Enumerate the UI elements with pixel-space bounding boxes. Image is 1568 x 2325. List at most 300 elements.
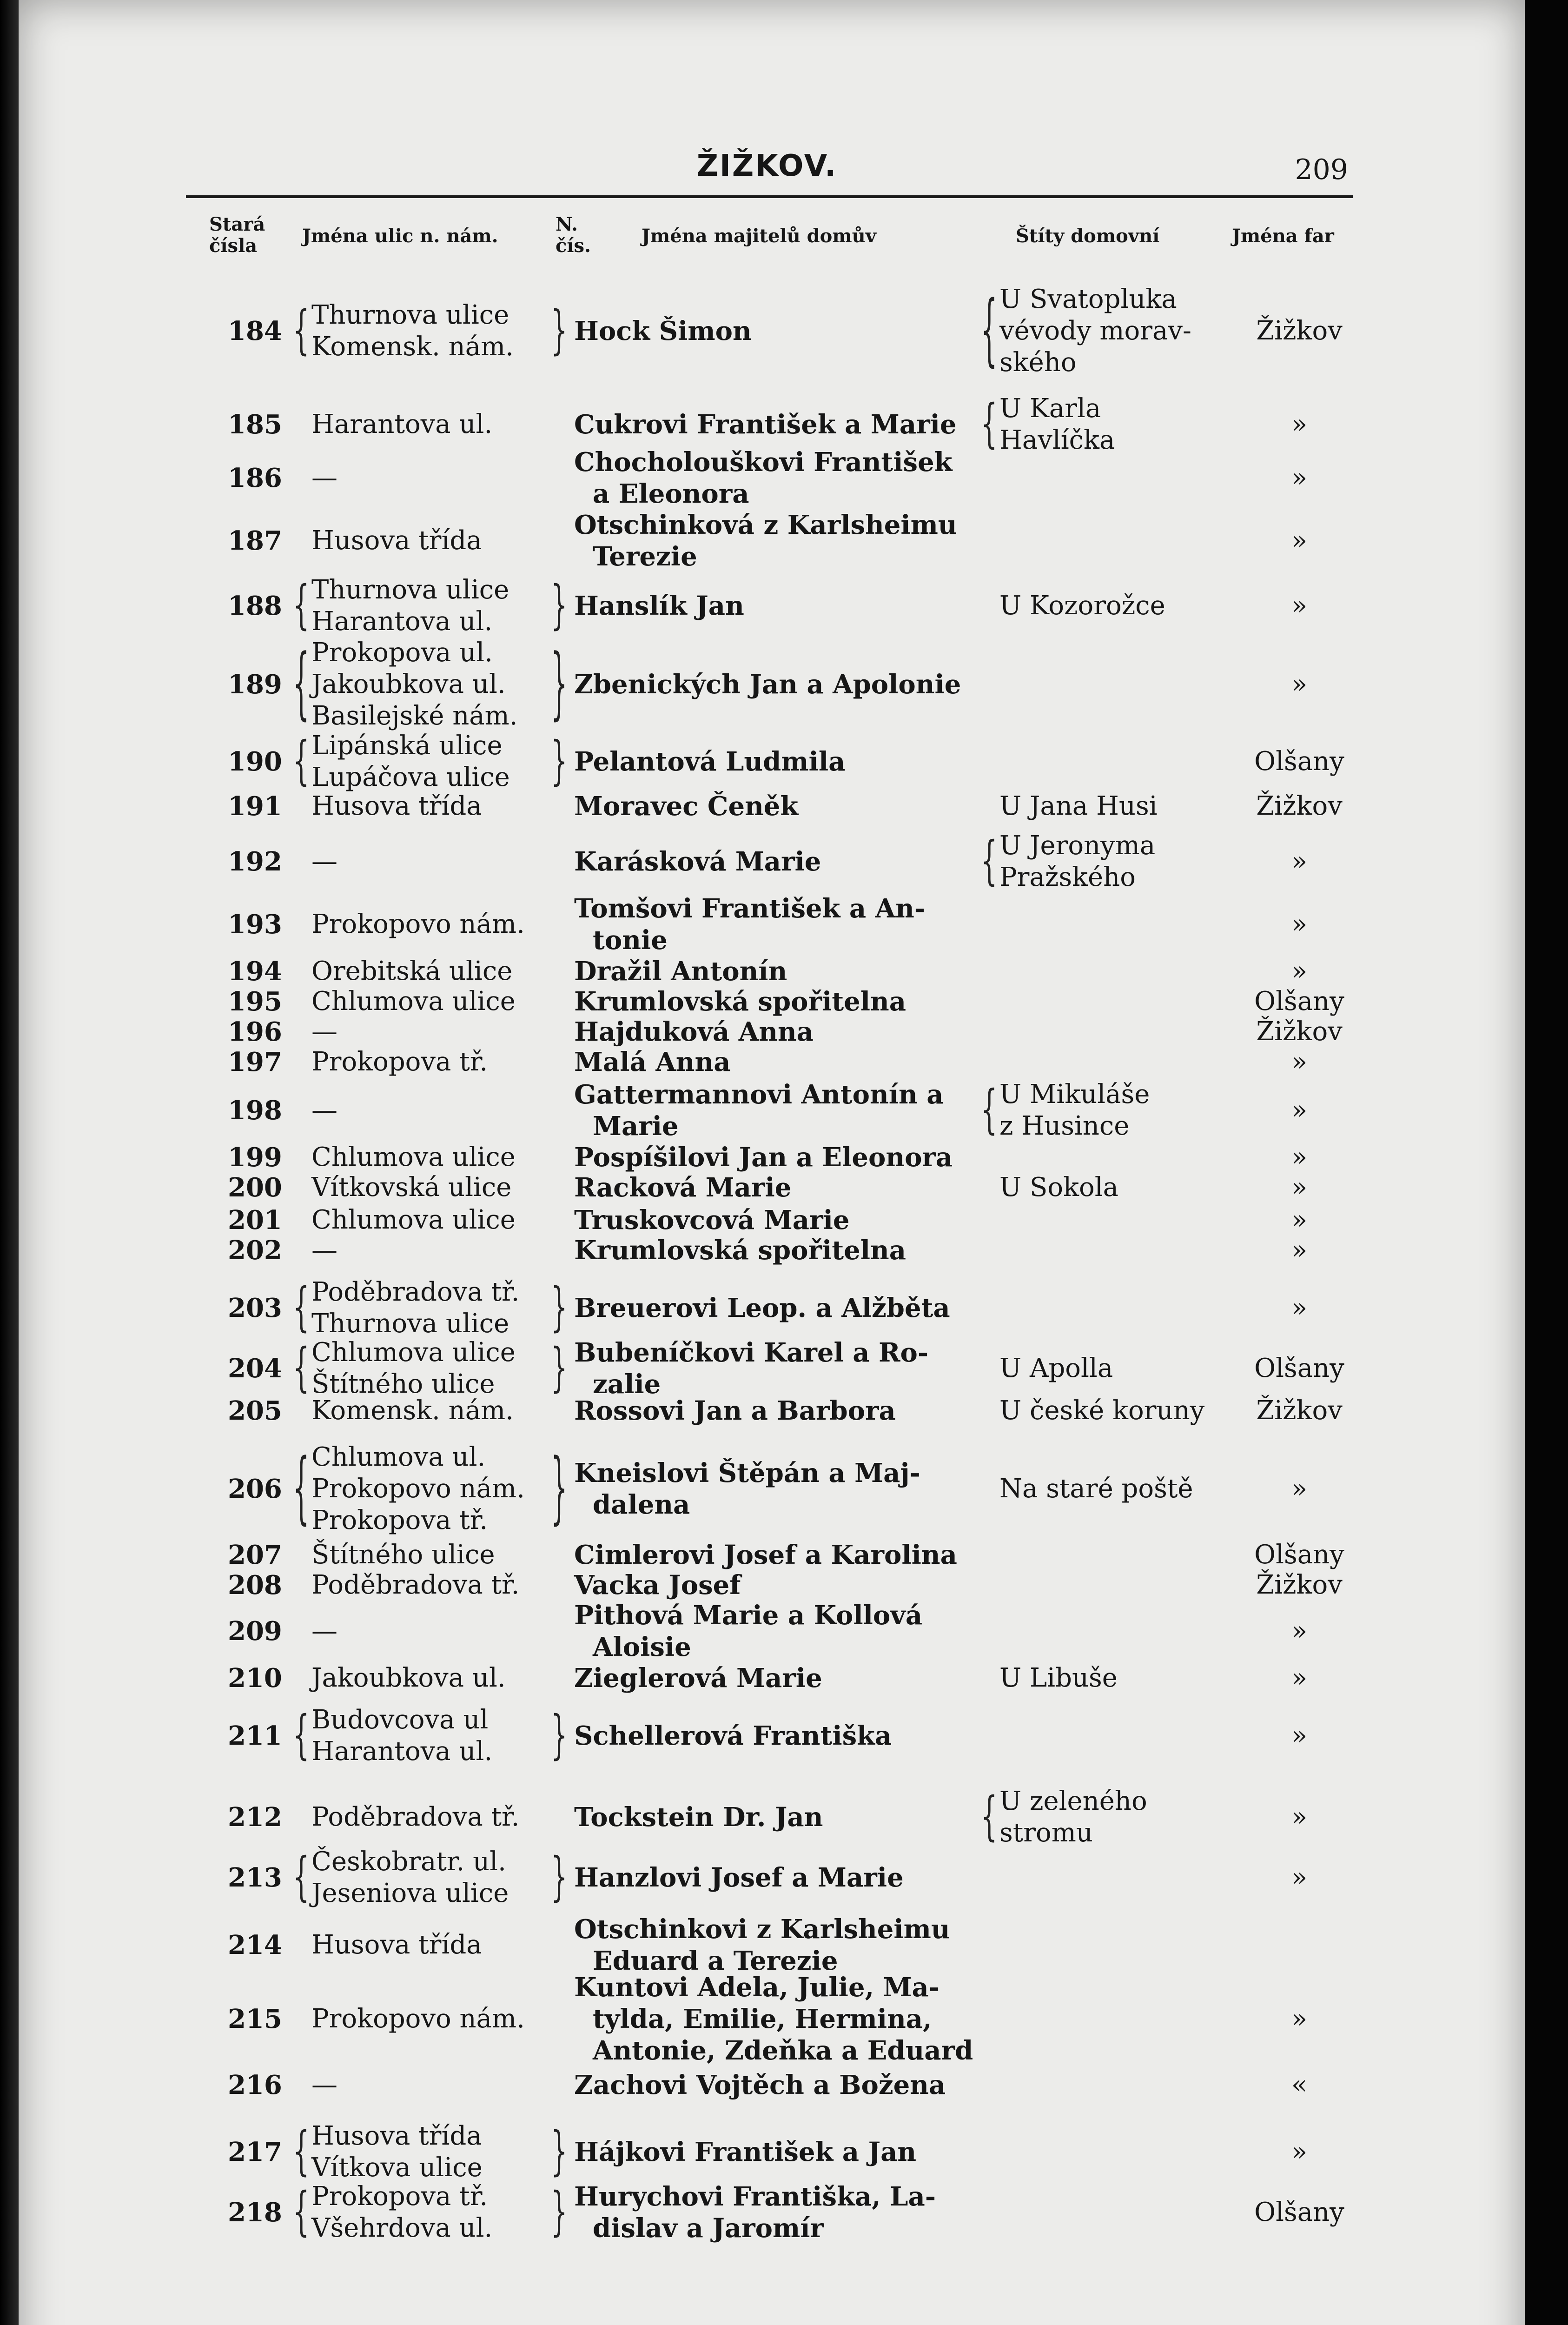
brace-left: { <box>293 731 310 791</box>
old-number: 186 <box>228 463 282 493</box>
old-number: 197 <box>228 1047 282 1077</box>
owner-line: Karásková Marie <box>574 846 821 877</box>
owner-line: Pithová Marie a Kollová <box>574 1600 923 1631</box>
owner-line: Kneislovi Štěpán a Maj- <box>574 1458 920 1488</box>
owner-names <box>574 1600 922 1663</box>
street-names <box>311 1395 514 1427</box>
parish-name: » <box>1291 1720 1308 1751</box>
owner-line: Kuntovi Adela, Julie, Ma- <box>574 1972 940 2003</box>
parish-name: Žižkov <box>1256 1570 1343 1600</box>
sign-brace: { <box>981 285 998 376</box>
street-names <box>311 1016 337 1048</box>
col-head-owners: Jména majitelů domův <box>642 225 876 247</box>
parish-name: » <box>1291 1293 1308 1323</box>
street-names <box>311 409 492 440</box>
house-sign-line: U Jana Husi <box>999 791 1158 821</box>
brace-right: } <box>551 2182 568 2242</box>
brace-right: } <box>551 1705 568 1766</box>
owner-line: dalena <box>593 1489 690 1520</box>
street-name: Jakoubkova ul. <box>311 1663 506 1693</box>
street-name: Štítného ulice <box>311 1540 495 1570</box>
old-number: 193 <box>228 909 282 940</box>
owner-line: Pelantová Ludmila <box>574 746 846 777</box>
street-name: Lupáčova ulice <box>311 762 510 792</box>
parish-name: Žižkov <box>1256 1395 1343 1426</box>
parish-name: » <box>1291 1095 1308 1125</box>
house-sign-line: vévody morav- <box>999 316 1191 346</box>
street-name: — <box>311 846 337 877</box>
street-names <box>311 790 482 822</box>
house-sign-line: U Apolla <box>999 1353 1113 1383</box>
owner-line: Hanslík Jan <box>574 591 744 621</box>
owner-line: Gattermannovi Antonín a <box>574 1079 944 1110</box>
sign-brace: { <box>981 1787 998 1847</box>
street-name: Prokopovo nám. <box>311 2004 525 2034</box>
old-number: 209 <box>228 1616 282 1647</box>
street-name: Chlumova ulice <box>311 1142 516 1172</box>
street-name: — <box>311 1235 337 1265</box>
owner-names <box>574 1079 943 1142</box>
owner-names <box>574 1972 973 2066</box>
street-names <box>311 2003 525 2035</box>
street-name: — <box>311 1095 337 1125</box>
old-number: 215 <box>228 2004 282 2034</box>
house-sign <box>999 830 1155 893</box>
street-names <box>311 525 482 557</box>
owner-line: Terezie <box>593 541 697 572</box>
owner-names <box>574 746 845 777</box>
old-number: 203 <box>228 1293 282 1323</box>
owner-names <box>574 1337 928 1400</box>
old-number: 204 <box>228 1353 282 1384</box>
street-name: Komensk. nám. <box>311 332 514 362</box>
parish-name: Žižkov <box>1256 791 1343 821</box>
street-name: Komensk. nám. <box>311 1395 514 1426</box>
street-names <box>311 1337 516 1400</box>
house-sign-line: U Mikuláše <box>999 1079 1150 1109</box>
owner-names <box>574 1142 953 1173</box>
street-name: Thurnova ulice <box>311 1309 509 1339</box>
old-number: 206 <box>228 1474 282 1504</box>
street-name: Harantova ul. <box>311 606 493 637</box>
brace-right: } <box>551 1443 568 1534</box>
old-number: 185 <box>228 409 282 440</box>
street-name: Prokopova ul. <box>311 638 493 668</box>
owner-line: Marie <box>593 1111 679 1142</box>
page-edge-shadow <box>0 0 19 2325</box>
street-name: — <box>311 1016 337 1047</box>
brace-right: } <box>551 731 568 791</box>
brace-left: { <box>293 1443 310 1534</box>
street-name: Prokopova tř. <box>311 1047 488 1077</box>
page-title: ŽIŽKOV. <box>696 149 838 183</box>
street-names <box>311 2120 483 2184</box>
street-name: Všehrdova ul. <box>311 2213 493 2243</box>
street-names <box>311 1235 337 1266</box>
owner-names <box>574 409 957 440</box>
col-head-parishes: Jména far <box>1232 225 1334 247</box>
old-number: 184 <box>228 316 282 346</box>
page-number: 209 <box>1295 153 1348 186</box>
owner-names <box>574 446 953 510</box>
owner-names <box>574 1862 904 1893</box>
owner-names <box>574 1457 920 1521</box>
street-name: Harantova ul. <box>311 409 493 439</box>
street-name: Thurnova ulice <box>311 575 509 605</box>
owner-names <box>574 1720 892 1752</box>
parish-name: » <box>1291 463 1308 493</box>
old-number: 218 <box>228 2197 282 2228</box>
street-name: Jakoubkova ul. <box>311 669 506 699</box>
house-sign-line: stromu <box>999 1818 1093 1848</box>
parish-name: » <box>1291 846 1308 877</box>
house-sign-line: U Libuše <box>999 1663 1118 1693</box>
col-head-new-numbers-2: čís. <box>556 235 591 257</box>
owner-line: Vacka Josef <box>574 1570 741 1601</box>
owner-line: Cimlerovi Josef a Karolina <box>574 1540 957 1570</box>
owner-line: Hajduková Anna <box>574 1016 814 1047</box>
street-names <box>311 1046 488 1078</box>
street-name: Prokopova tř. <box>311 2181 488 2212</box>
parish-name: » <box>1291 1142 1308 1172</box>
street-names <box>311 730 510 793</box>
owner-names <box>574 2069 946 2101</box>
owner-line: Malá Anna <box>574 1047 731 1077</box>
sign-brace: { <box>981 394 998 454</box>
owner-line: Moravec Čeněk <box>574 791 799 822</box>
street-names <box>311 1442 525 1536</box>
owner-line: Krumlovská spořitelna <box>574 986 906 1017</box>
house-sign-line: U české koruny <box>999 1395 1205 1426</box>
owner-line: Tockstein Dr. Jan <box>574 1802 823 1833</box>
parish-name: Žižkov <box>1256 316 1343 346</box>
brace-left: { <box>293 1705 310 1766</box>
header-rule <box>186 195 1353 198</box>
brace-left: { <box>293 1847 310 1907</box>
street-name: Chlumova ul. <box>311 1442 486 1472</box>
owner-line: Chocholouškovi František <box>574 447 953 478</box>
street-name: Štítného ulice <box>311 1369 495 1399</box>
street-name: Vítkova ulice <box>311 2152 483 2183</box>
old-number: 207 <box>228 1540 282 1570</box>
parish-name: » <box>1291 1862 1308 1893</box>
owner-names <box>574 315 752 347</box>
brace-left: { <box>293 300 310 361</box>
owner-line: Zachovi Vojtěch a Božena <box>574 2070 946 2100</box>
old-number: 201 <box>228 1205 282 1236</box>
parish-name: » <box>1291 1205 1308 1235</box>
house-sign-line: ského <box>999 347 1077 378</box>
owner-line: Tomšovi František a An- <box>574 893 926 924</box>
street-names <box>311 1929 482 1961</box>
street-name: Thurnova ulice <box>311 300 509 330</box>
brace-right: } <box>551 2121 568 2182</box>
house-sign-line: U Sokola <box>999 1172 1119 1202</box>
owner-line: Schellerová Františka <box>574 1720 892 1751</box>
old-number: 200 <box>228 1172 282 1203</box>
brace-left: { <box>293 638 310 729</box>
brace-right: } <box>551 638 568 729</box>
street-names <box>311 1204 516 1236</box>
street-name: Budovcova ul <box>311 1705 489 1735</box>
owner-line: Hanzlovi Josef a Marie <box>574 1862 904 1893</box>
house-sign-line: Pražského <box>999 862 1136 892</box>
street-name: Poděbradova tř. <box>311 1802 520 1832</box>
street-name: Basilejské nám. <box>311 701 518 731</box>
scan-background-band <box>1525 0 1568 2325</box>
owner-line: Otschinková z Karlsheimu <box>574 510 957 540</box>
col-head-old-numbers-1: Stará <box>209 213 265 235</box>
brace-right: } <box>551 300 568 361</box>
owner-names <box>574 1016 814 1048</box>
col-head-old-numbers-2: čísla <box>209 235 258 257</box>
owner-names <box>574 1801 823 1833</box>
owner-names <box>574 790 798 822</box>
house-sign <box>999 284 1191 379</box>
parish-name: Olšany <box>1254 1540 1344 1570</box>
street-names <box>311 1095 337 1126</box>
street-name: Husova třída <box>311 791 482 821</box>
parish-name: » <box>1291 1235 1308 1265</box>
street-names <box>311 2069 337 2101</box>
street-names <box>311 909 525 940</box>
street-names <box>311 986 516 1017</box>
street-name: Prokopova tř. <box>311 1505 488 1535</box>
street-names <box>311 1704 492 1767</box>
parish-name: Olšany <box>1254 1353 1344 1383</box>
parish-name: » <box>1291 909 1308 939</box>
col-head-signs: Štíty domovní <box>1016 225 1160 247</box>
owner-line: Krumlovská spořitelna <box>574 1235 906 1266</box>
brace-left: { <box>293 1277 310 1338</box>
owner-line: Antonie, Zdeňka a Eduard <box>593 2035 973 2066</box>
owner-names <box>574 1172 791 1203</box>
owner-names <box>574 2181 936 2244</box>
old-number: 202 <box>228 1235 282 1266</box>
brace-right: } <box>551 1338 568 1398</box>
owner-line: Hock Šimon <box>574 316 752 346</box>
house-sign-line: U Jeronyma <box>999 830 1156 861</box>
house-sign-line: U Karla <box>999 393 1101 424</box>
owner-names <box>574 1662 822 1694</box>
owner-names <box>574 1204 849 1236</box>
owner-line: Truskovcová Marie <box>574 1205 850 1236</box>
parish-name: » <box>1291 1802 1308 1832</box>
owner-names <box>574 1395 896 1427</box>
old-number: 213 <box>228 1862 282 1893</box>
col-head-new-numbers-1: N. <box>556 213 578 235</box>
parish-name: » <box>1291 1663 1308 1693</box>
parish-name: Žižkov <box>1256 1016 1343 1047</box>
street-name: Jeseniova ulice <box>311 1878 509 1908</box>
street-name: Husova třída <box>311 2121 482 2151</box>
old-number: 190 <box>228 746 282 777</box>
owner-line: tylda, Emilie, Hermina, <box>593 2004 932 2034</box>
owner-line: Bubeníčkovi Karel a Ro- <box>574 1337 929 1368</box>
street-names <box>311 1172 511 1203</box>
old-number: 187 <box>228 525 282 556</box>
owner-line: Breuerovi Leop. a Alžběta <box>574 1293 950 1323</box>
house-sign <box>999 1662 1118 1694</box>
brace-left: { <box>293 575 310 636</box>
house-sign <box>999 1395 1204 1427</box>
house-sign-line: Na staré poště <box>999 1474 1193 1504</box>
owner-names <box>574 509 957 572</box>
owner-names <box>574 590 744 622</box>
parish-name: » <box>1291 1616 1308 1646</box>
parish-name: Olšany <box>1254 746 1344 777</box>
street-name: Orebitská ulice <box>311 956 513 986</box>
owner-names <box>574 1913 950 1977</box>
old-number: 189 <box>228 669 282 700</box>
brace-right: } <box>551 1277 568 1338</box>
house-sign <box>999 1786 1147 1849</box>
col-head-old-numbers <box>209 214 265 257</box>
street-name: Prokopovo nám. <box>311 1474 525 1504</box>
brace-left: { <box>293 2121 310 2182</box>
owner-line: Dražil Antonín <box>574 956 787 987</box>
street-name: Chlumova ulice <box>311 986 516 1016</box>
street-name: Prokopovo nám. <box>311 909 525 939</box>
old-number: 194 <box>228 956 282 987</box>
owner-line: Zbenických Jan a Apolonie <box>574 669 961 700</box>
street-name: Harantova ul. <box>311 1736 493 1767</box>
old-number: 216 <box>228 2070 282 2100</box>
col-head-new-numbers <box>556 214 591 257</box>
street-name: Českobratr. ul. <box>311 1847 506 1877</box>
house-sign-line: Havlíčka <box>999 425 1115 455</box>
owner-names <box>574 1235 906 1266</box>
street-names <box>311 846 337 877</box>
old-number: 210 <box>228 1663 282 1694</box>
old-number: 195 <box>228 986 282 1017</box>
parish-name: » <box>1291 591 1308 621</box>
parish-name: » <box>1291 1047 1308 1077</box>
street-name: Vítkovská ulice <box>311 1172 512 1202</box>
house-sign-line: U zeleného <box>999 1786 1147 1816</box>
street-name: — <box>311 1616 337 1646</box>
sign-brace: { <box>981 831 998 891</box>
street-names <box>311 1569 519 1601</box>
parish-name: » <box>1291 2137 1308 2167</box>
house-sign <box>999 1353 1113 1384</box>
street-names <box>311 1276 519 1340</box>
owner-names <box>574 956 787 987</box>
old-number: 212 <box>228 1802 282 1833</box>
owner-line: Hájkovi František a Jan <box>574 2137 917 2167</box>
owner-names <box>574 1569 741 1601</box>
street-names <box>311 1846 509 1909</box>
owner-names <box>574 846 821 877</box>
owner-line: Aloisie <box>593 1632 691 1662</box>
old-number: 208 <box>228 1570 282 1601</box>
brace-left: { <box>293 1338 310 1398</box>
old-number: 191 <box>228 791 282 822</box>
old-number: 188 <box>228 591 282 621</box>
owner-names <box>574 1046 731 1078</box>
street-names <box>311 1801 519 1833</box>
old-number: 196 <box>228 1016 282 1047</box>
house-sign <box>999 590 1165 622</box>
owner-line: a Eleonora <box>593 478 749 509</box>
owner-line: Rossovi Jan a Barbora <box>574 1395 896 1426</box>
street-name: Husova třída <box>311 525 482 556</box>
parish-name: » <box>1291 1172 1308 1202</box>
street-names <box>311 462 337 494</box>
owner-line: Cukrovi František a Marie <box>574 409 957 440</box>
street-names <box>311 1142 516 1173</box>
old-number: 198 <box>228 1095 282 1126</box>
parish-name: » <box>1291 2004 1308 2034</box>
parish-name: « <box>1291 2070 1308 2100</box>
owner-names <box>574 1539 957 1571</box>
street-name: Poděbradova tř. <box>311 1277 520 1307</box>
house-sign <box>999 1172 1118 1203</box>
owner-line: Racková Marie <box>574 1172 792 1203</box>
street-name: Poděbradova tř. <box>311 1570 520 1600</box>
street-names <box>311 574 509 638</box>
street-names <box>311 637 518 732</box>
street-names <box>311 2181 492 2244</box>
parish-name: Olšany <box>1254 986 1344 1016</box>
old-number: 214 <box>228 1930 282 1960</box>
owner-line: dislav a Jaromír <box>593 2213 824 2244</box>
old-number: 205 <box>228 1395 282 1426</box>
brace-left: { <box>293 2182 310 2242</box>
owner-line: Hurychovi Františka, La- <box>574 2181 936 2212</box>
street-name: — <box>311 463 337 493</box>
owner-names <box>574 1292 950 1324</box>
col-head-streets: Jména ulic n. nám. <box>302 225 498 247</box>
old-number: 217 <box>228 2137 282 2167</box>
street-names <box>311 956 512 987</box>
street-names <box>311 299 514 363</box>
house-sign-line: z Husince <box>999 1111 1130 1141</box>
brace-right: } <box>551 1847 568 1907</box>
street-names <box>311 1662 506 1694</box>
owner-line: tonie <box>593 925 668 956</box>
street-names <box>311 1615 337 1647</box>
parish-name: » <box>1291 1474 1308 1504</box>
street-name: Lipánská ulice <box>311 731 503 761</box>
street-name: Chlumova ulice <box>311 1205 516 1235</box>
street-names <box>311 1539 495 1571</box>
parish-name: » <box>1291 409 1308 439</box>
owner-line: Otschinkovi z Karlsheimu <box>574 1914 950 1945</box>
old-number: 199 <box>228 1142 282 1173</box>
brace-right: } <box>551 575 568 636</box>
owner-line: Eduard a Terezie <box>593 1946 838 1976</box>
owner-names <box>574 986 906 1017</box>
owner-line: Pospíšilovi Jan a Eleonora <box>574 1142 953 1173</box>
owner-names <box>574 669 961 700</box>
owner-line: Zieglerová Marie <box>574 1663 822 1694</box>
house-sign <box>999 790 1158 822</box>
owner-line: zalie <box>593 1369 661 1400</box>
house-sign <box>999 393 1115 456</box>
house-sign-line: U Kozorožce <box>999 591 1165 621</box>
parish-name: Olšany <box>1254 2197 1344 2227</box>
owner-names <box>574 2136 916 2168</box>
parish-name: » <box>1291 669 1308 699</box>
sign-brace: { <box>981 1080 998 1140</box>
street-name: Husova třída <box>311 1930 482 1960</box>
house-sign-line: U Svatopluka <box>999 284 1177 314</box>
house-sign <box>999 1079 1150 1142</box>
owner-names <box>574 893 925 956</box>
house-sign <box>999 1473 1193 1505</box>
old-number: 192 <box>228 846 282 877</box>
